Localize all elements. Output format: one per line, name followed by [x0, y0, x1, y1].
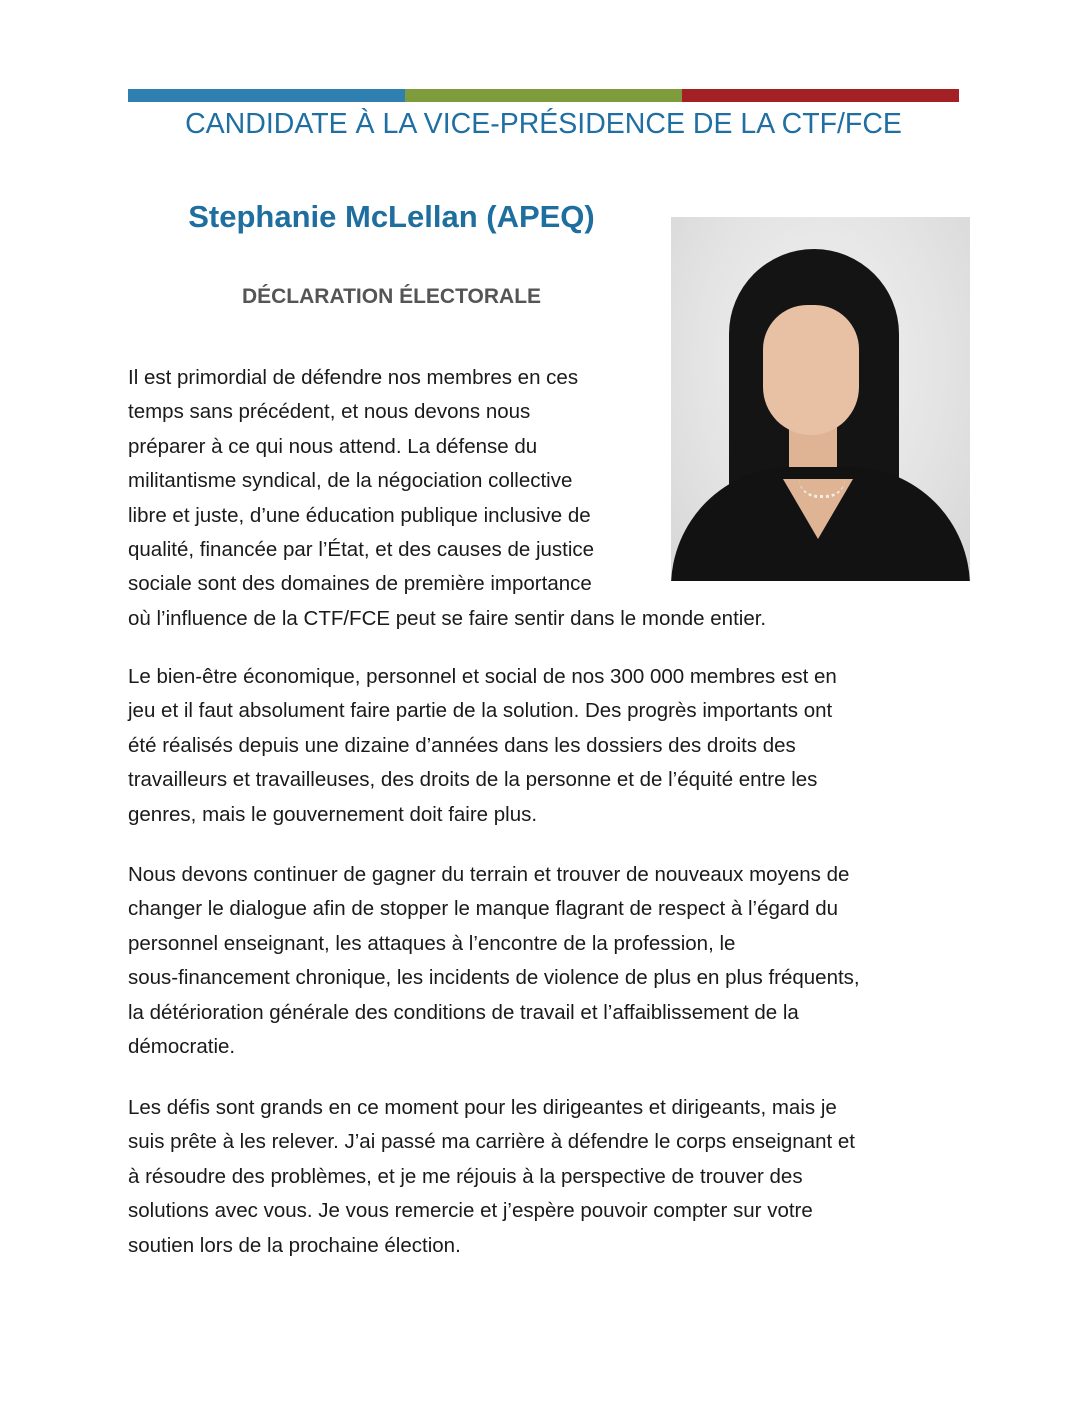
paragraph-line: à résoudre des problèmes, et je me réjouis à la perspective de trouver des: [128, 1164, 803, 1188]
statement-paragraph-4: [128, 1091, 855, 1263]
paragraph-line: travailleurs et travailleuses, des droits de la personne et de l’équité entre les: [128, 768, 818, 792]
candidate-name: Stephanie McLellan (APEQ): [188, 199, 595, 234]
paragraph-line: été réalisés depuis une dizaine d’années dans les dossiers des droits des: [128, 733, 796, 757]
paragraph-line: militantisme syndical, de la négociation collective: [128, 469, 573, 493]
paragraph-line: sociale sont des domaines de première importance: [128, 572, 592, 596]
paragraph-line: libre et juste, d’une éducation publique inclusive de: [128, 503, 591, 527]
paragraph-line: la détérioration générale des conditions de travail et l’affaiblissement de la: [128, 1000, 799, 1024]
paragraph-line: Le bien-être économique, personnel et social de nos 300 000 membres est en: [128, 665, 837, 688]
paragraph-line: Les défis sont grands en ce moment pour les dirigeantes et dirigeants, mais je: [128, 1096, 837, 1119]
paragraph-line: suis prête à les relever. J’ai passé ma carrière à défendre le corps enseignant et: [128, 1130, 855, 1154]
paragraph-line: qualité, financée par l’État, et des causes de justice: [128, 538, 595, 562]
header-color-bar: [128, 89, 959, 102]
paragraph-line: Il est primordial de défendre nos membres en ces: [128, 366, 579, 389]
paragraph-line: sous-financement chronique, les incidents de violence de plus en plus fréquents,: [128, 966, 860, 990]
statement-paragraph-3: [128, 858, 860, 1064]
paragraph-line: jeu et il faut absolument faire partie de la solution. Des progrès importants ont: [128, 699, 833, 723]
color-bar-red-segment: [682, 89, 959, 102]
paragraph-line: personnel enseignant, les attaques à l’encontre de la profession, le: [128, 931, 736, 955]
section-heading: DÉCLARATION ÉLECTORALE: [241, 285, 542, 308]
paragraph-line: temps sans précédent, et nous devons nous: [128, 400, 531, 424]
paragraph-line: démocratie.: [128, 1035, 236, 1059]
paragraph-line: Nous devons continuer de gagner du terrain et trouver de nouveaux moyens de: [128, 863, 850, 886]
paragraph-line: changer le dialogue afin de stopper le manque flagrant de respect à l’égard du: [128, 897, 839, 921]
statement-paragraph-1: [128, 361, 766, 636]
page-header-title: CANDIDATE À LA VICE-PRÉSIDENCE DE LA CTF/FCE: [185, 108, 902, 140]
statement-paragraph-2: [128, 660, 837, 832]
paragraph-line: où l’influence de la CTF/FCE peut se faire sentir dans le monde entier.: [128, 606, 767, 630]
portrait-face: [763, 305, 859, 435]
paragraph-line: genres, mais le gouvernement doit faire plus.: [128, 802, 538, 826]
paragraph-line: solutions avec vous. Je vous remercie et j’espère pouvoir compter sur votre: [128, 1199, 813, 1223]
color-bar-blue-segment: [128, 89, 405, 102]
color-bar-green-segment: [405, 89, 682, 102]
paragraph-line: préparer à ce qui nous attend. La défense du: [128, 434, 538, 458]
paragraph-line: soutien lors de la prochaine élection.: [128, 1233, 461, 1257]
